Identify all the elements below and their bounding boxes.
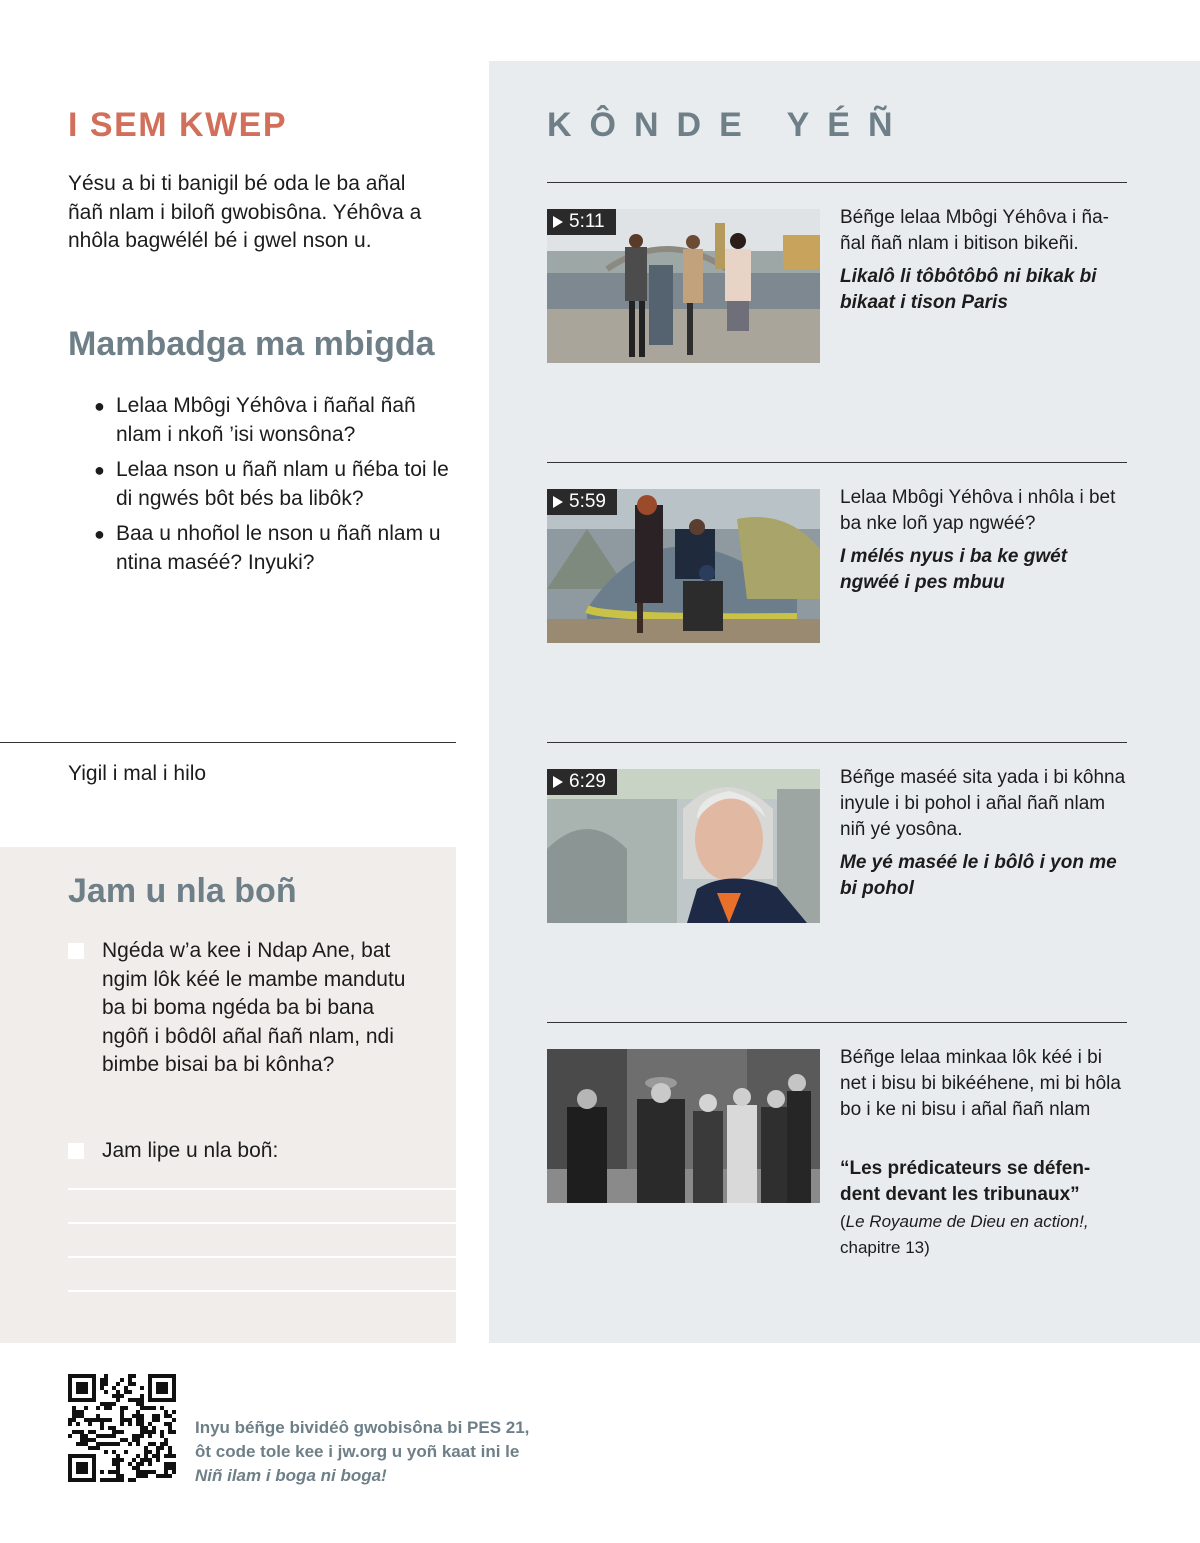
summary-title: I SEM KWEP <box>68 106 288 144</box>
video-duration: 6:29 <box>547 769 617 795</box>
video-title[interactable]: I mélés nyus i ba ke gwét ngwéé i pes mbuu <box>840 546 1068 593</box>
publication-title[interactable]: “Les prédicateurs se défen-dent devant les tribunaux” <box>840 1158 1091 1205</box>
goal-checkbox[interactable] <box>68 1143 84 1159</box>
try-box <box>0 847 456 1343</box>
goal-checkbox[interactable] <box>68 943 84 959</box>
explore-title: KÔNDE YÉÑ <box>547 106 911 144</box>
play-icon <box>553 216 563 228</box>
try-title: Jam u nla boñ <box>68 872 297 910</box>
review-questions <box>92 392 462 584</box>
writing-line[interactable] <box>68 1290 456 1292</box>
see-also-label: Yigil i mal i hilo <box>68 762 207 785</box>
footer-text: Inyu béñge bividéô gwobisôna bi PES 21, ôt code tole kee i jw.org u yoñ kaat ini le Niñ ilam i boga ni boga! <box>195 1418 530 1485</box>
bullet-icon: ● <box>94 524 105 544</box>
writing-line[interactable] <box>68 1188 456 1190</box>
video-duration: 5:59 <box>547 489 617 515</box>
review-title: Mambadga ma mbigda <box>68 325 435 363</box>
writing-line[interactable] <box>68 1256 456 1258</box>
divider <box>547 1022 1127 1023</box>
video-thumbnail[interactable] <box>547 209 820 363</box>
review-question-text: Lelaa nson u ñañ nlam u ñéba toi le di ngwés bôt bés ba libôk? <box>116 458 449 510</box>
summary-text: Yésu a bi ti banigil bé oda le ba añal ñañ nlam i biloñ gwobisôna. Yéhôva a nhôla bagwélél bé i gwel nson u. <box>68 172 422 252</box>
play-icon <box>553 776 563 788</box>
bullet-icon: ● <box>94 396 105 416</box>
divider <box>547 462 1127 463</box>
goal-text: Jam lipe u nla boñ: <box>102 1139 279 1162</box>
review-question-text: Lelaa Mbôgi Yéhôva i ñañal ñañ nlam i nkoñ ’isi wonsôna? <box>116 394 416 446</box>
review-question <box>92 392 462 449</box>
divider <box>0 742 456 743</box>
video-title[interactable]: Me yé maséé le i bôlô i yon me bi pohol <box>840 852 1117 899</box>
video-description: Lelaa Mbôgi Yéhôva i nhôla i bet ba nke loñ yap ngwéé? <box>840 487 1116 534</box>
divider <box>547 182 1127 183</box>
publication-thumbnail[interactable] <box>547 1049 820 1203</box>
video-thumbnail[interactable] <box>547 489 820 643</box>
publication-description: Béñge lelaa minkaa lôk kéé i bi net i bisu bi bikééhene, mi bi hôla bo i ke ni bisu i añal ñañ nlam <box>840 1047 1121 1120</box>
video-title[interactable]: Likalô li tôbôtôbô ni bikak bi bikaat i tison Paris <box>840 266 1097 313</box>
qr-code[interactable] <box>68 1374 176 1482</box>
video-duration: 5:11 <box>547 209 616 235</box>
bullet-icon: ● <box>94 460 105 480</box>
review-question-text: Baa u nhoñol le nson u ñañ nlam u ntina maséé? Inyuki? <box>116 522 441 574</box>
video-description: Béñge maséé sita yada i bi kôhna inyule i bi pohol i añal ñañ nlam niñ yé yosôna. <box>840 767 1126 840</box>
video-thumbnail[interactable] <box>547 769 820 923</box>
writing-line[interactable] <box>68 1222 456 1224</box>
publication-reference: (Le Royaume de Dieu en action!, chapitre 13) <box>840 1212 1089 1257</box>
play-icon <box>553 496 563 508</box>
review-question <box>92 456 462 513</box>
divider <box>547 742 1127 743</box>
review-question <box>92 520 462 577</box>
video-description: Béñge lelaa Mbôgi Yéhôva i ña-ñal ñañ nlam i bitison bikeñi. <box>840 207 1110 254</box>
goal-text: Ngéda w’a kee i Ndap Ane, bat ngim lôk kéé le mambe mandutu ba bi boma ngéda ba bi bana ngôñ i bôdôl añal ñañ nlam, ndi bimbe bisai ba bi kônha? <box>102 939 406 1076</box>
